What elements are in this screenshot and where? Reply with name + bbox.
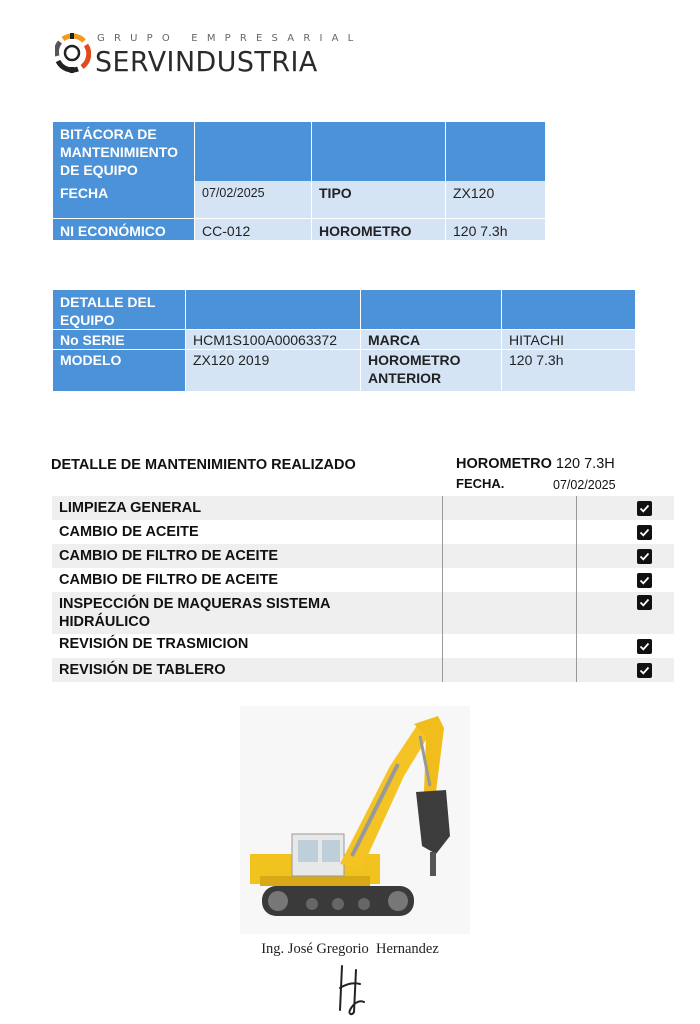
marca-label: MARCA xyxy=(361,330,501,349)
list-item-label: REVISIÓN DE TABLERO xyxy=(59,662,226,678)
list-item xyxy=(52,496,674,520)
servindustria-logo-icon xyxy=(55,30,91,76)
checkbox-checked-icon[interactable] xyxy=(637,663,652,678)
list-item xyxy=(52,658,674,682)
list-item-label: CAMBIO DE ACEITE xyxy=(59,524,199,540)
checkbox-checked-icon[interactable] xyxy=(637,639,652,654)
checkbox-checked-icon[interactable] xyxy=(637,573,652,588)
column-divider xyxy=(442,496,443,682)
mantenimiento-fecha-label: FECHA. xyxy=(456,476,505,491)
modelo-label: MODELO xyxy=(53,350,185,391)
modelo-value: ZX120 2019 xyxy=(186,350,360,391)
horometro-value: 120 7.3h xyxy=(446,219,545,240)
checkbox-checked-icon[interactable] xyxy=(637,525,652,540)
header-blank xyxy=(446,122,545,181)
column-divider xyxy=(576,496,577,682)
header-blank xyxy=(502,290,635,329)
bitacora-fecha-row xyxy=(53,181,545,218)
logo-name: SERVINDUSTRIA xyxy=(95,45,318,78)
list-item xyxy=(52,592,674,634)
fecha-label: FECHA xyxy=(53,181,194,218)
horometro-anterior-value: 120 7.3h xyxy=(502,350,635,391)
fecha-value: 07/02/2025 xyxy=(195,181,311,218)
mantenimiento-horometro-value: 120 7.3H xyxy=(555,456,615,472)
detalle-equipo-table xyxy=(53,290,635,391)
tipo-label: TIPO xyxy=(312,181,445,218)
list-item-label: REVISIÓN DE TRASMICION xyxy=(59,636,249,652)
marca-value: HITACHI xyxy=(502,330,635,349)
horometro-label: HOROMETRO xyxy=(312,219,445,240)
list-item xyxy=(52,520,674,544)
engineer-name xyxy=(0,941,700,958)
checkbox-checked-icon[interactable] xyxy=(637,549,652,564)
serie-label: No SERIE xyxy=(53,330,185,349)
checkbox-checked-icon[interactable] xyxy=(637,501,652,516)
bitacora-table xyxy=(53,122,545,240)
ni-label: NI ECONÓMICO xyxy=(53,219,194,240)
header-blank xyxy=(195,122,311,181)
list-item xyxy=(52,634,674,658)
bitacora-title: BITÁCORA DE MANTENIMIENTO DE EQUIPO xyxy=(53,122,194,181)
detalle-title: DETALLE DEL EQUIPO xyxy=(53,290,185,329)
list-item xyxy=(52,544,674,568)
bitacora-ni-row xyxy=(53,219,545,240)
logo-tagline: GRUPO EMPRESARIAL xyxy=(97,33,363,44)
mantenimiento-horometro-label: HOROMETRO xyxy=(456,456,552,472)
checkbox-checked-icon[interactable] xyxy=(637,595,652,610)
header-blank xyxy=(361,290,501,329)
detalle-header-row xyxy=(53,290,635,329)
signature-image xyxy=(330,962,370,1017)
horometro-anterior-label: HOROMETRO ANTERIOR xyxy=(361,350,501,391)
mantenimiento-title: DETALLE DE MANTENIMIENTO REALIZADO xyxy=(51,457,356,473)
tipo-value: ZX120 xyxy=(446,181,545,218)
header-blank xyxy=(312,122,445,181)
list-item-label: LIMPIEZA GENERAL xyxy=(59,500,202,516)
list-item xyxy=(52,568,674,592)
mantenimiento-horometro xyxy=(456,456,615,472)
list-item-label: CAMBIO DE FILTRO DE ACEITE xyxy=(59,572,279,588)
list-item-label: CAMBIO DE FILTRO DE ACEITE xyxy=(59,548,279,564)
ni-value: CC-012 xyxy=(195,219,311,240)
company-logo xyxy=(55,30,363,80)
detalle-serie-row xyxy=(53,330,635,349)
mantenimiento-list xyxy=(52,496,674,682)
bitacora-header-row xyxy=(53,122,545,181)
list-item-label: INSPECCIÓN DE MAQUERAS SISTEMA HIDRÁULICO xyxy=(59,596,330,630)
engineer-name-text: Ing. José Gregorio Hernandez xyxy=(261,941,439,957)
serie-value: HCM1S100A00063372 xyxy=(186,330,360,349)
excavator-image xyxy=(240,706,470,934)
header-blank xyxy=(186,290,360,329)
mantenimiento-fecha-value: 07/02/2025 xyxy=(553,478,616,492)
detalle-modelo-row xyxy=(53,350,635,391)
